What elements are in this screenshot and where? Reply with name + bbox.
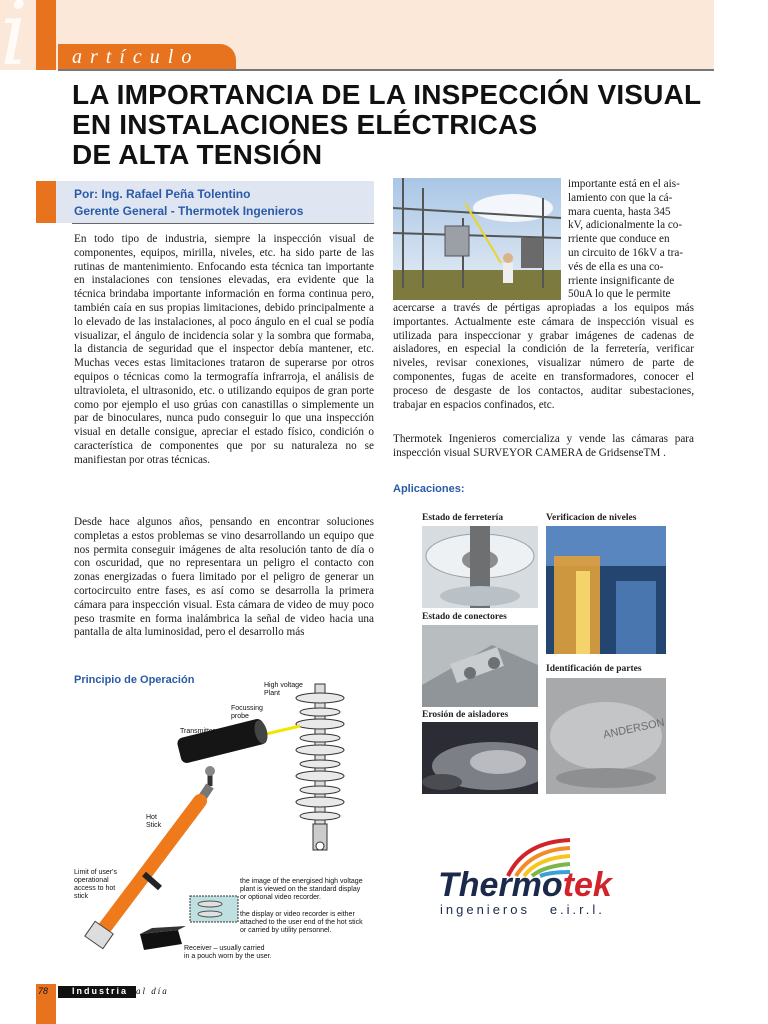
caption-conectores: Estado de conectores	[422, 612, 507, 622]
svg-text:ANDERSON: ANDERSON	[602, 716, 666, 742]
page-number: 78	[38, 986, 49, 996]
wrap-line-4: kV, adicionalmente la co-	[568, 219, 683, 232]
wrap-text-block	[568, 178, 694, 302]
magazine-subtitle: al día	[136, 986, 169, 996]
receiver-box-icon	[140, 926, 186, 950]
caption-aisladores: Erosión de aisladores	[422, 710, 509, 720]
label-limit	[74, 869, 117, 901]
logo-word-red: tek	[562, 866, 612, 904]
note-receiver	[184, 945, 272, 961]
label-hot-stick	[146, 814, 161, 830]
magazine-name: Industria	[72, 986, 129, 996]
label-hot-stick-l1: Hot	[146, 814, 157, 821]
label-limit-l2: operational	[74, 877, 109, 884]
logo-subtitle: ingenieros e.i.r.l.	[440, 902, 605, 917]
wrap-line-2: lamiento con que la cá-	[568, 191, 673, 204]
focus-beam	[266, 726, 300, 734]
wrap-line-9: 50uA lo que le permite	[568, 288, 671, 301]
label-limit-l1: Limit of user's	[74, 869, 117, 876]
header-accent-stripe	[36, 0, 56, 70]
photo-niveles	[546, 526, 666, 654]
photo-partes	[546, 678, 666, 794]
diagram-heading: Principio de Operación	[74, 674, 195, 686]
wrap-line-8: rriente insignificante de	[568, 274, 675, 287]
note-receiver-l2: in a pouch worn by the user.	[184, 953, 272, 960]
label-high-voltage-l2: Plant	[264, 690, 280, 697]
note-display-l1: the display or video recorder is either	[240, 911, 355, 918]
wrap-line-6: un circuito de 16kV a tra-	[568, 246, 684, 259]
label-focussing-l2: probe	[231, 713, 249, 720]
label-high-voltage-l1: High voltage	[264, 682, 303, 689]
note-image-l1: the image of the energised high voltage	[240, 878, 363, 885]
wrap-line-3: mara cuenta, hasta 345	[568, 205, 671, 218]
thermotek-logo	[438, 866, 612, 904]
author-role: Gerente General - Thermotek Ingenieros	[74, 204, 304, 218]
note-display-l2: attached to the user end of the hot stick	[240, 919, 363, 926]
header-rule	[58, 69, 714, 71]
paragraph-continued: acercarse a través de pértigas apropiadas a los equipos más importantes. Actualmente este cámara de inspección visual es utilizada para inspeccionar y grabar imágenes de cadenas de aisladores, en especial la condición de la ferretería, verificar niveles, revisar conexiones, visualizar número de parte de componentes, fugas de aceite en transformadores, conocer el proceso de desgaste de los contactos, auditar subestaciones, trabajar en espacios confinados, etc.	[393, 302, 694, 411]
caption-ferreteria: Estado de ferretería	[422, 513, 504, 523]
display-screen-icon	[190, 896, 238, 922]
substation-photo	[393, 178, 561, 300]
label-transmitter: Transmitter	[180, 728, 216, 735]
paragraph-1: En todo tipo de industria, siempre la inspección visual de componentes, equipos, mirilla, niveles, etc. ha sido parte de las rutinas de mantenimiento. Enfocando esta técnica tan importante en instalaciones con tensiones elevadas, era evidente que la técnica brindaba importante información en forma continua pero, también caía en sus propias limitaciones, debido principalmente a lo elevado de las instalaciones, al poco ángulo en el cual se podía visualizar, el ángulo de incidencia solar y la sombra que formaba, la distancia de seguridad que el inspector debía mantener, etc. Muchas veces estas limitaciones trataron de superarse por otros equipos o técnicas como la termografía infrarroja, el análisis de ultravioleta, el ultrasonido, etc. o utilizando equipos de gran porte como por ejemplo el uso grúas con canastillas o simplemente un par de binoculares, nunca pudo conseguir lo que una inspección visual en detalle consigue, apreciar el estado físico, condición o característica de componentes que por su naturaleza no se manifiestan por otras técnicas.	[74, 233, 374, 466]
note-display	[240, 911, 363, 935]
logo-word-dark: Thermo	[438, 866, 563, 904]
title-line-1: LA IMPORTANCIA DE LA INSPECCIÓN VISUAL	[72, 79, 702, 110]
transmitter-camera-icon	[176, 718, 270, 765]
wrap-line-5: rriente que conduce en	[568, 233, 670, 246]
paragraph-3: Thermotek Ingenieros comercializa y vende las cámaras para inspección visual SURVEYOR CAMERA de GridsenseTM .	[393, 433, 694, 459]
decorative-i-icon: i	[0, 0, 29, 85]
note-receiver-l1: Receiver – usually carried	[184, 945, 265, 952]
note-image-l2: plant is viewed on the standard display	[240, 886, 361, 893]
author-byline	[74, 186, 303, 220]
author-name: Por: Ing. Rafael Peña Tolentino	[74, 187, 251, 201]
section-label: artículo	[72, 46, 200, 68]
insulator-illustration	[296, 684, 344, 850]
note-image-l3: or optional video recorder.	[240, 894, 321, 901]
wrap-line-1: importante está en el ais-	[568, 178, 680, 190]
title-line-2: EN INSTALACIONES ELÉCTRICAS	[72, 109, 538, 140]
author-accent-bar	[36, 181, 56, 223]
caption-niveles: Verificacion de niveles	[546, 513, 637, 523]
article-title	[72, 80, 712, 170]
photo-aisladores	[422, 722, 538, 794]
label-focussing	[231, 705, 263, 721]
wrap-line-7: vés de ella es una co-	[568, 260, 664, 273]
photo-ferreteria	[422, 526, 538, 608]
label-focussing-l1: Focussing	[231, 705, 263, 712]
paragraph-2: Desde hace algunos años, pensando en encontrar soluciones completas a estos problemas se vino desarrollando un equipo que nos permita conseguir imágenes de alta resolución tanto de día o con oscuridad, que no representara un peligro el contacto con zonas energizadas o fuera limitado por el peligro de generar un cortocircuito entre fases, es así como se desarrolla la primera cámara para inspección visual. Esta cámara de video de muy poco peso trasmite en forma inalámbrica la señal de video hacia una pantalla de alta luminosidad, pero el desarrollo más	[74, 516, 374, 639]
caption-partes: Identificación de partes	[546, 664, 642, 674]
photo-conectores	[422, 625, 538, 707]
note-display-l3: or carried by utility personnel.	[240, 927, 332, 934]
label-high-voltage	[264, 682, 303, 698]
label-hot-stick-l2: Stick	[146, 822, 162, 829]
note-image	[240, 878, 363, 902]
author-rule	[72, 223, 374, 224]
applications-heading: Aplicaciones:	[393, 483, 465, 495]
title-line-3: DE ALTA TENSIÓN	[72, 139, 323, 170]
label-limit-l4: stick	[74, 893, 88, 900]
label-limit-l3: access to hot	[74, 885, 116, 892]
